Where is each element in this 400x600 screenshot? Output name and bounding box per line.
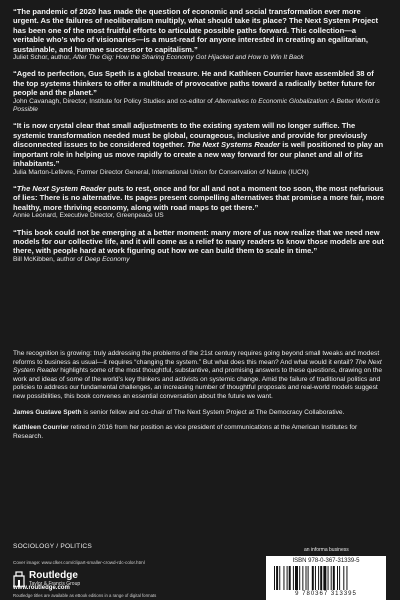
- publisher-name: Routledge: [29, 570, 78, 581]
- endorsement-quote: [13, 7, 385, 62]
- endorsement-quote: [13, 184, 385, 221]
- quote-text: “The Next System Reader puts to rest, once and for all and not a moment too soon, the most nefarious of lies: There is no alternative. Its pages present compelling alternatives that promise a more fair, more healthy, more thriving economy, along with road maps to get there.”: [13, 183, 385, 212]
- description-paragraph: The recognition is growing: truly addressing the problems of the 21st century requires going beyond small tweaks and modest reforms to business as usual—it requires “changing the system.” But what does this mean? And what would it entail? The Next System Reader highlights some of the most thoughtful, substantive, and promising answers to these questions, drawing on the work and ideas of some of the world’s key thinkers and activists on systemic change. Amid the failure of traditional politics and policies to address our fundamental challenges, an increasing number of thoughtful proposals and real-world models suggest new possibilities, this book convenes an essential conversation about the future we want.: [13, 350, 383, 400]
- quote-attribution: John Cavanagh, Director, Institute for Policy Studies and co-editor of Alternatives to Economic Globalization: A Better World is Possible: [13, 97, 380, 114]
- quote-attribution: Julia Marton-Lefèvre, Former Director General, International Union for Conservation of Nature (IUCN): [13, 168, 309, 176]
- quote-attribution: Bill McKibben, author of Deep Economy: [13, 255, 130, 263]
- quote-attribution: Juliet Schor, author, After The Gig: How the Sharing Economy Got Hijacked and How to Win It Back: [13, 54, 304, 62]
- quote-text: “It is now crystal clear that small adjustments to the existing system will no longer suffice. The systemic transformation needed must be global, courageous, inclusive and provide for previously disconnected issues to be considered together. The Next Systems Reader is well positioned to play an important role in helping us move rapidly to create a new way forward for our planet and all of its inhabitants.”: [13, 121, 384, 169]
- quote-text: “This book could not be emerging at a better moment: many more of us now realize that we need new models for our collective life, and it will come as a relief to many readers to know those models are out there, with people hard at work figuring out how we can build them to scale in time.”: [13, 227, 384, 256]
- endorsements: [13, 7, 385, 271]
- barcode-icon: [274, 566, 378, 590]
- endorsement-quote: [13, 69, 385, 114]
- quote-text: “The pandemic of 2020 has made the question of economic and social transformation ever more urgent. As the failures of neoliberalism multiply, what should take its place? The Next System Project has been one of the most fruitful efforts to articulate possible paths forward. This collection—a veritable who’s who of visionaries—is a must-read for anyone interested in creating an egalitarian, sustainable, and humane successor to capitalism.”: [13, 7, 379, 54]
- cover-image-credit: Cover image: www.clker.com/clipart-smaller-crowd-rdc-color.html: [13, 560, 145, 565]
- informa-imprint: an informa business: [304, 547, 349, 553]
- publisher-url: www.routledge.com: [13, 585, 70, 591]
- isbn-barcode: [266, 556, 386, 600]
- isbn-label: ISBN 978-0-367-31339-5: [292, 558, 360, 564]
- quote-text: “Aged to perfection, Gus Speth is a global treasure. He and Kathleen Courrier have assembled 38 of the top systems thinkers to offer a multitude of provocative paths toward a radically better future for people and the planet.”: [13, 69, 376, 98]
- isbn-digits: 9 780367 313395: [295, 591, 357, 597]
- author-bio: Kathleen Courrier retired in 2016 from her position as vice president of communications at the American Institutes for Research.: [13, 424, 358, 440]
- subject-category: SOCIOLOGY / POLITICS: [13, 543, 92, 550]
- ebook-note: Routledge titles are available as eBook editions in a range of digital formats: [13, 593, 157, 598]
- publisher-group: Taylor & Francis Group: [29, 581, 81, 587]
- book-description: [13, 350, 385, 448]
- author-bio: James Gustave Speth is senior fellow and co-chair of The Next System Project at The Democracy Collaborative.: [13, 408, 345, 416]
- endorsement-quote: [13, 121, 385, 176]
- quote-attribution: Annie Leonard, Executive Director, Greenpeace US: [13, 212, 164, 220]
- endorsement-quote: [13, 228, 385, 265]
